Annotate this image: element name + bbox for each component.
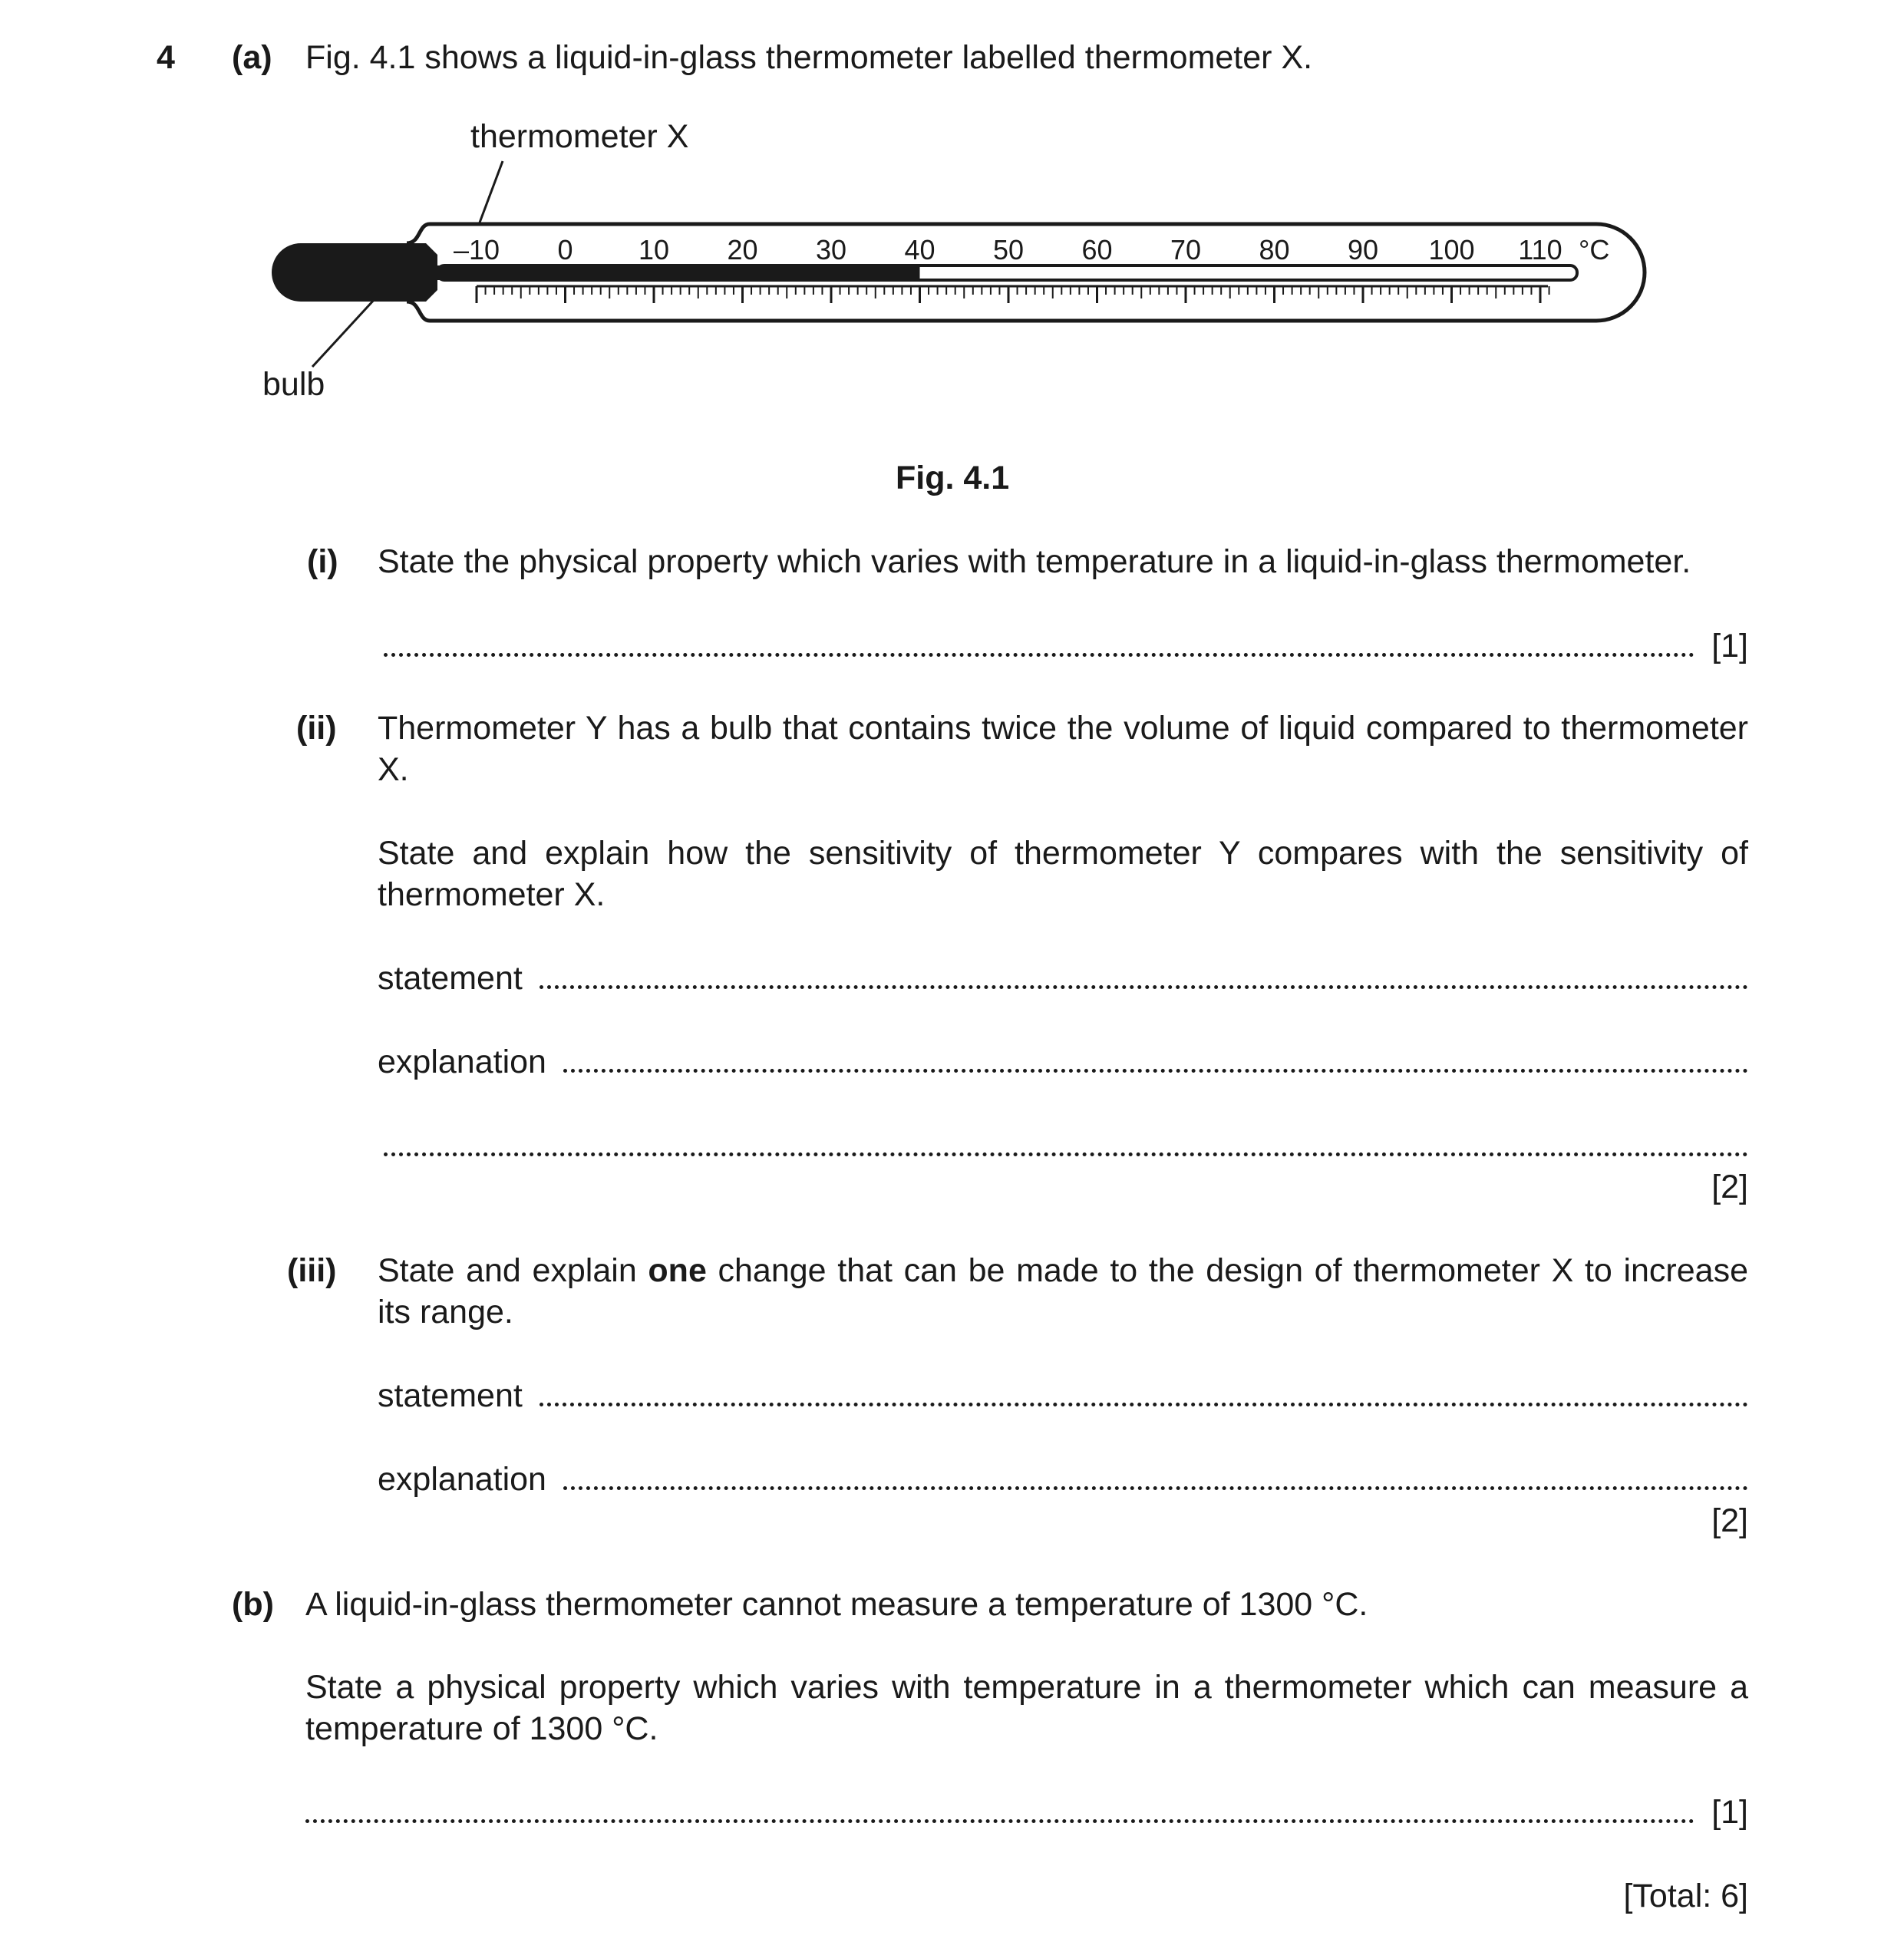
scale-label: 20 xyxy=(727,234,758,265)
q-i-text: State the physical property which varies with temperature in a liquid-in-glass thermometer. xyxy=(378,543,1691,580)
thermometer-figure xyxy=(0,0,1904,460)
liquid-column xyxy=(430,265,920,280)
answer-dots[interactable] xyxy=(540,1403,1748,1406)
scale-label: 10 xyxy=(638,234,670,265)
answer-dots[interactable] xyxy=(384,1152,1748,1156)
q-ii-explanation-line[interactable] xyxy=(378,1041,1748,1083)
scale-label: 30 xyxy=(815,234,847,265)
scale-label: 40 xyxy=(904,234,936,265)
thermometer-x-label: thermometer X xyxy=(470,118,689,155)
q-ii-explanation-line-2[interactable] xyxy=(384,1125,1748,1166)
answer-dots[interactable] xyxy=(563,1486,1748,1490)
scale-label: 80 xyxy=(1259,234,1290,265)
unit-label: °C xyxy=(1579,234,1610,265)
part-b-label: (b) xyxy=(232,1586,274,1623)
scale-label: 50 xyxy=(992,234,1025,265)
answer-dots[interactable] xyxy=(305,1819,1694,1823)
q-ii-text-2: State and explain how the sensitivity of thermometer Y compares with the sensitivity of thermometer X. xyxy=(378,835,1748,913)
scale-label: 0 xyxy=(557,234,573,265)
question-number: 4 xyxy=(157,39,175,76)
part-b-answer-line[interactable] xyxy=(305,1792,1748,1833)
scale-label: 110 xyxy=(1518,234,1562,265)
figure-caption: Fig. 4.1 xyxy=(896,460,1010,496)
scale-label: 100 xyxy=(1428,234,1475,265)
part-b-mark: [1] xyxy=(1711,1794,1748,1831)
statement-label: statement xyxy=(378,960,523,997)
bulb-leader xyxy=(312,299,375,367)
q-ii-statement-line[interactable] xyxy=(378,958,1748,999)
explanation-label: explanation xyxy=(378,1044,546,1080)
q-i-mark: [1] xyxy=(1711,628,1748,664)
thermometer-x-leader xyxy=(480,161,503,223)
answer-dots[interactable] xyxy=(540,985,1748,989)
bulb-label: bulb xyxy=(262,366,325,403)
scale-label: 70 xyxy=(1170,234,1202,265)
scale-labels xyxy=(454,234,1562,265)
total-marks: [Total: 6] xyxy=(1623,1878,1748,1914)
scale-label: 90 xyxy=(1347,234,1379,265)
explanation-label: explanation xyxy=(378,1461,546,1498)
scale-label: 60 xyxy=(1081,234,1113,265)
answer-dots[interactable] xyxy=(563,1069,1748,1073)
q-ii-mark: [2] xyxy=(1711,1169,1748,1205)
q-i-answer-line[interactable] xyxy=(384,625,1748,667)
q-iii-explanation-line[interactable] xyxy=(378,1459,1748,1500)
answer-dots[interactable] xyxy=(384,653,1694,657)
q-i-label: (i) xyxy=(307,543,338,580)
thermometer-bulb xyxy=(272,243,437,302)
scale-label: –10 xyxy=(453,234,500,265)
scale-ticks xyxy=(477,286,1549,303)
part-b-text-2: State a physical property which varies with temperature in a thermometer which can measure a temperature of 1300 °C. xyxy=(305,1669,1748,1747)
part-a-label: (a) xyxy=(232,39,272,76)
q-ii-label: (ii) xyxy=(296,710,337,747)
q-iii-mark: [2] xyxy=(1711,1502,1748,1539)
statement-label: statement xyxy=(378,1377,523,1414)
q-iii-statement-line[interactable] xyxy=(378,1375,1748,1416)
q-iii-label: (iii) xyxy=(287,1252,337,1289)
q-iii-text: State and explain one change that can be made to the design of thermometer X to increase its range. xyxy=(378,1252,1748,1330)
part-a-intro: Fig. 4.1 shows a liquid-in-glass thermometer labelled thermometer X. xyxy=(305,39,1313,76)
part-b-text-1: A liquid-in-glass thermometer cannot measure a temperature of 1300 °C. xyxy=(305,1586,1368,1623)
q-ii-text-1: Thermometer Y has a bulb that contains twice the volume of liquid compared to thermometer X. xyxy=(378,710,1748,788)
